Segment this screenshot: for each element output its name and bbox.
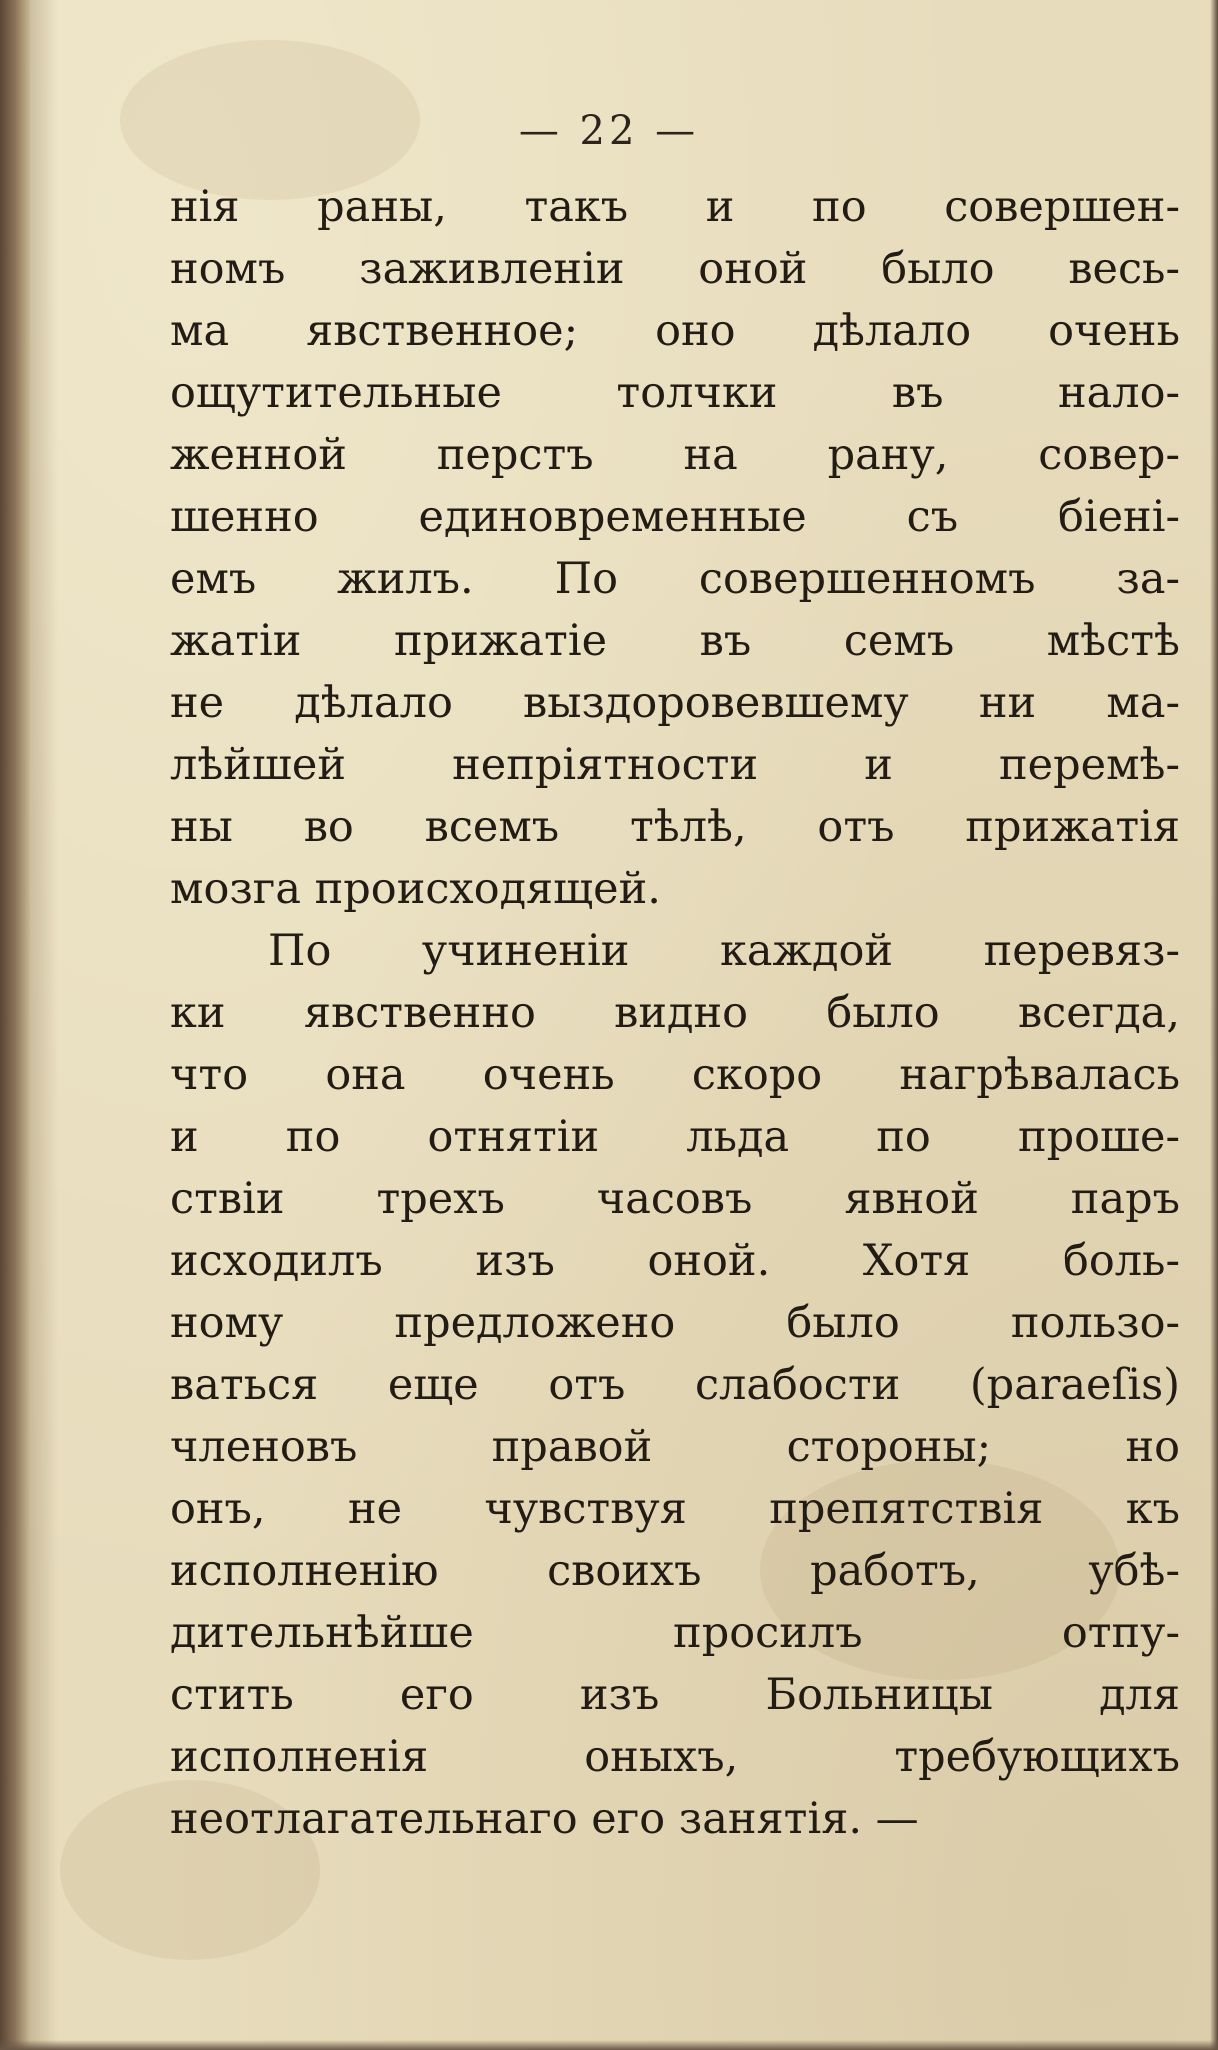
text-line: исходилъ изъ оной. Хотя боль- [170,1236,1180,1286]
text-line: мозга происходящей. [170,864,661,914]
text-line: ваться еще отъ слабости (paraeſis) [170,1360,1180,1410]
page-right-edge [1210,0,1218,2050]
text-line: ма явственное; оно дѣлало очень [170,306,1180,356]
body-text [170,176,1180,1850]
text-line: шенно единовременные съ біені- [170,492,1180,542]
text-line: лѣйшей непріятности и перемѣ- [170,740,1180,790]
text-line: ному предложено было пользо- [170,1298,1180,1348]
text-line: онъ, не чувствуя препятствія къ [170,1484,1180,1534]
text-line: исполненію своихъ работъ, убѣ- [170,1546,1180,1596]
text-line: ки явственно видно было всегда, [170,988,1180,1038]
text-line: членовъ правой стороны; но [170,1422,1180,1472]
text-line: ощутительные толчки въ нало- [170,368,1180,418]
text-line: номъ заживленіи оной было весь- [170,244,1180,294]
text-line: исполненія оныхъ, требующихъ [170,1732,1180,1782]
text-line: неотлагательнаго его занятія. — [170,1794,919,1844]
text-line: женной перстъ на рану, совер- [170,430,1180,480]
text-line: стить его изъ Больницы для [170,1670,1180,1720]
page-gutter-shadow [30,0,58,2050]
text-line: емъ жилъ. По совершенномъ за- [170,554,1180,604]
text-line: нія раны, такъ и по совершен- [170,182,1180,232]
text-line: не дѣлало выздоровевшему ни ма- [170,678,1180,728]
page-bottom-edge [0,2040,1218,2050]
page-binding-edge [0,0,30,2050]
text-line: и по отнятіи льда по проше- [170,1112,1180,1162]
text-line: По учиненіи каждой перевяз- [268,926,1180,976]
text-line: жатіи прижатіе въ семъ мѣстѣ [170,616,1180,666]
text-line: что она очень скоро нагрѣвалась [170,1050,1180,1100]
text-line: дительнѣйше просилъ отпу- [170,1608,1180,1658]
text-line: ны во всемъ тѣлѣ, отъ прижатія [170,802,1180,852]
text-line: ствіи трехъ часовъ явной паръ [170,1174,1180,1224]
page-number-header: — 22 — [518,108,700,154]
